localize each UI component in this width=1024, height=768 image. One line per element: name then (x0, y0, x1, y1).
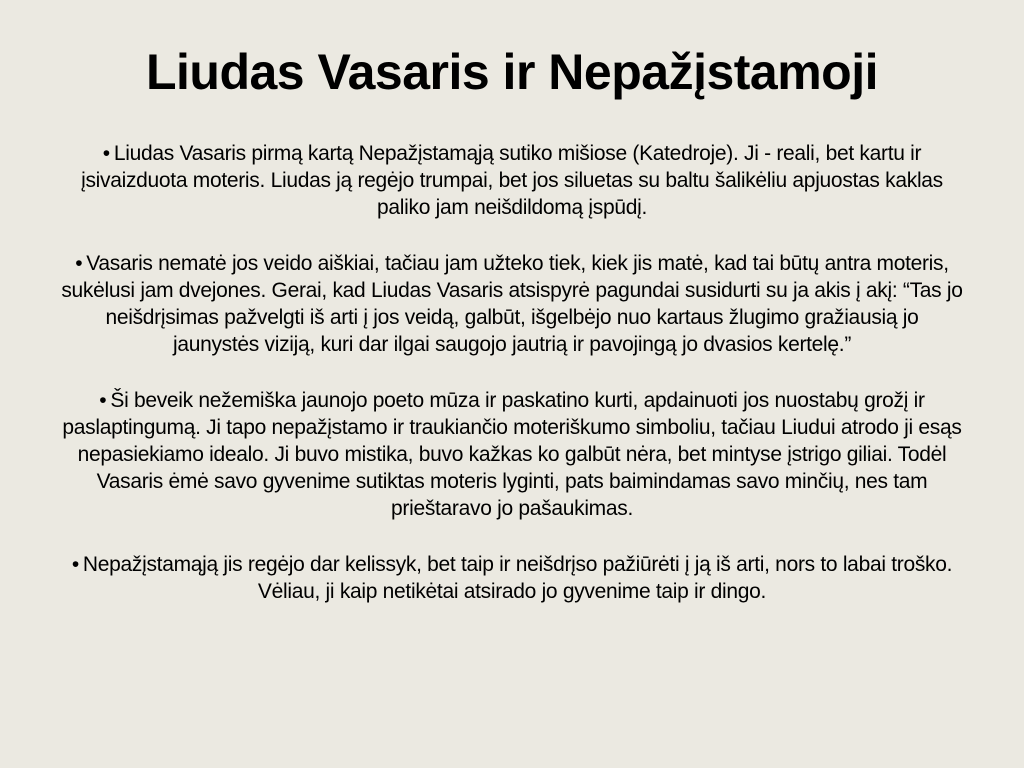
bullet-icon: • (102, 142, 110, 165)
slide-title: Liudas Vasaris ir Nepažįstamoji (145, 44, 879, 100)
slide-body (60, 140, 964, 634)
bullet-text: Nepažįstamąją jis regėjo dar kelissyk, bet taip ir neišdrįso pažiūrėti į ją iš arti, nors to labai troško. Vėliau, ji kaip netikėtai atsirado jo gyvenime taip ir dingo. (82, 553, 953, 603)
bullet-item (60, 551, 964, 605)
bullet-icon: • (71, 553, 79, 576)
bullet-icon: • (75, 252, 83, 275)
bullet-item (60, 250, 964, 358)
bullet-text: Liudas Vasaris pirmą kartą Nepažįstamąją sutiko mišiose (Katedroje). Ji - reali, bet kartu ir įsivaizduota moteris. Liudas ją regėjo trumpai, bet jos siluetas su baltu šalikėliu apjuostas kaklas paliko jam neišdildomą įspūdį. (81, 142, 943, 219)
bullet-item (60, 387, 964, 522)
bullet-item (60, 140, 964, 221)
bullet-icon: • (99, 389, 107, 412)
bullet-text: Vasaris nematė jos veido aiškiai, tačiau jam užteko tiek, kiek jis matė, kad tai būtų antra moteris, sukėlusi jam dvejones. Gerai, kad Liudas Vasaris atsispyrė pagundai susidurti su ja akis į akį: “Tas jo neišdrįsimas pažvelgti iš arti į jos veidą, galbūt, išgelbėjo nuo kartaus žlugimo gražiausią jo jaunystės viziją, kuri dar ilgai saugojo jautrią ir pavojingą jo dvasios kertelę.” (61, 252, 963, 356)
bullet-text: Ši beveik nežemiška jaunojo poeto mūza ir paskatino kurti, apdainuoti jos nuostabų grožį ir paslaptingumą. Ji tapo nepažįstamo ir traukiančio moteriškumo simboliu, tačiau Liudui atrodo ji esąs nepasiekiamo idealo. Ji buvo mistika, buvo kažkas ko galbūt nėra, bet mintyse įstrigo giliai. Todėl Vasaris ėmė savo gyvenime sutiktas moteris lyginti, pats baimindamas savo minčių, nes tam prieštaravo jo pašaukimas. (62, 389, 962, 520)
